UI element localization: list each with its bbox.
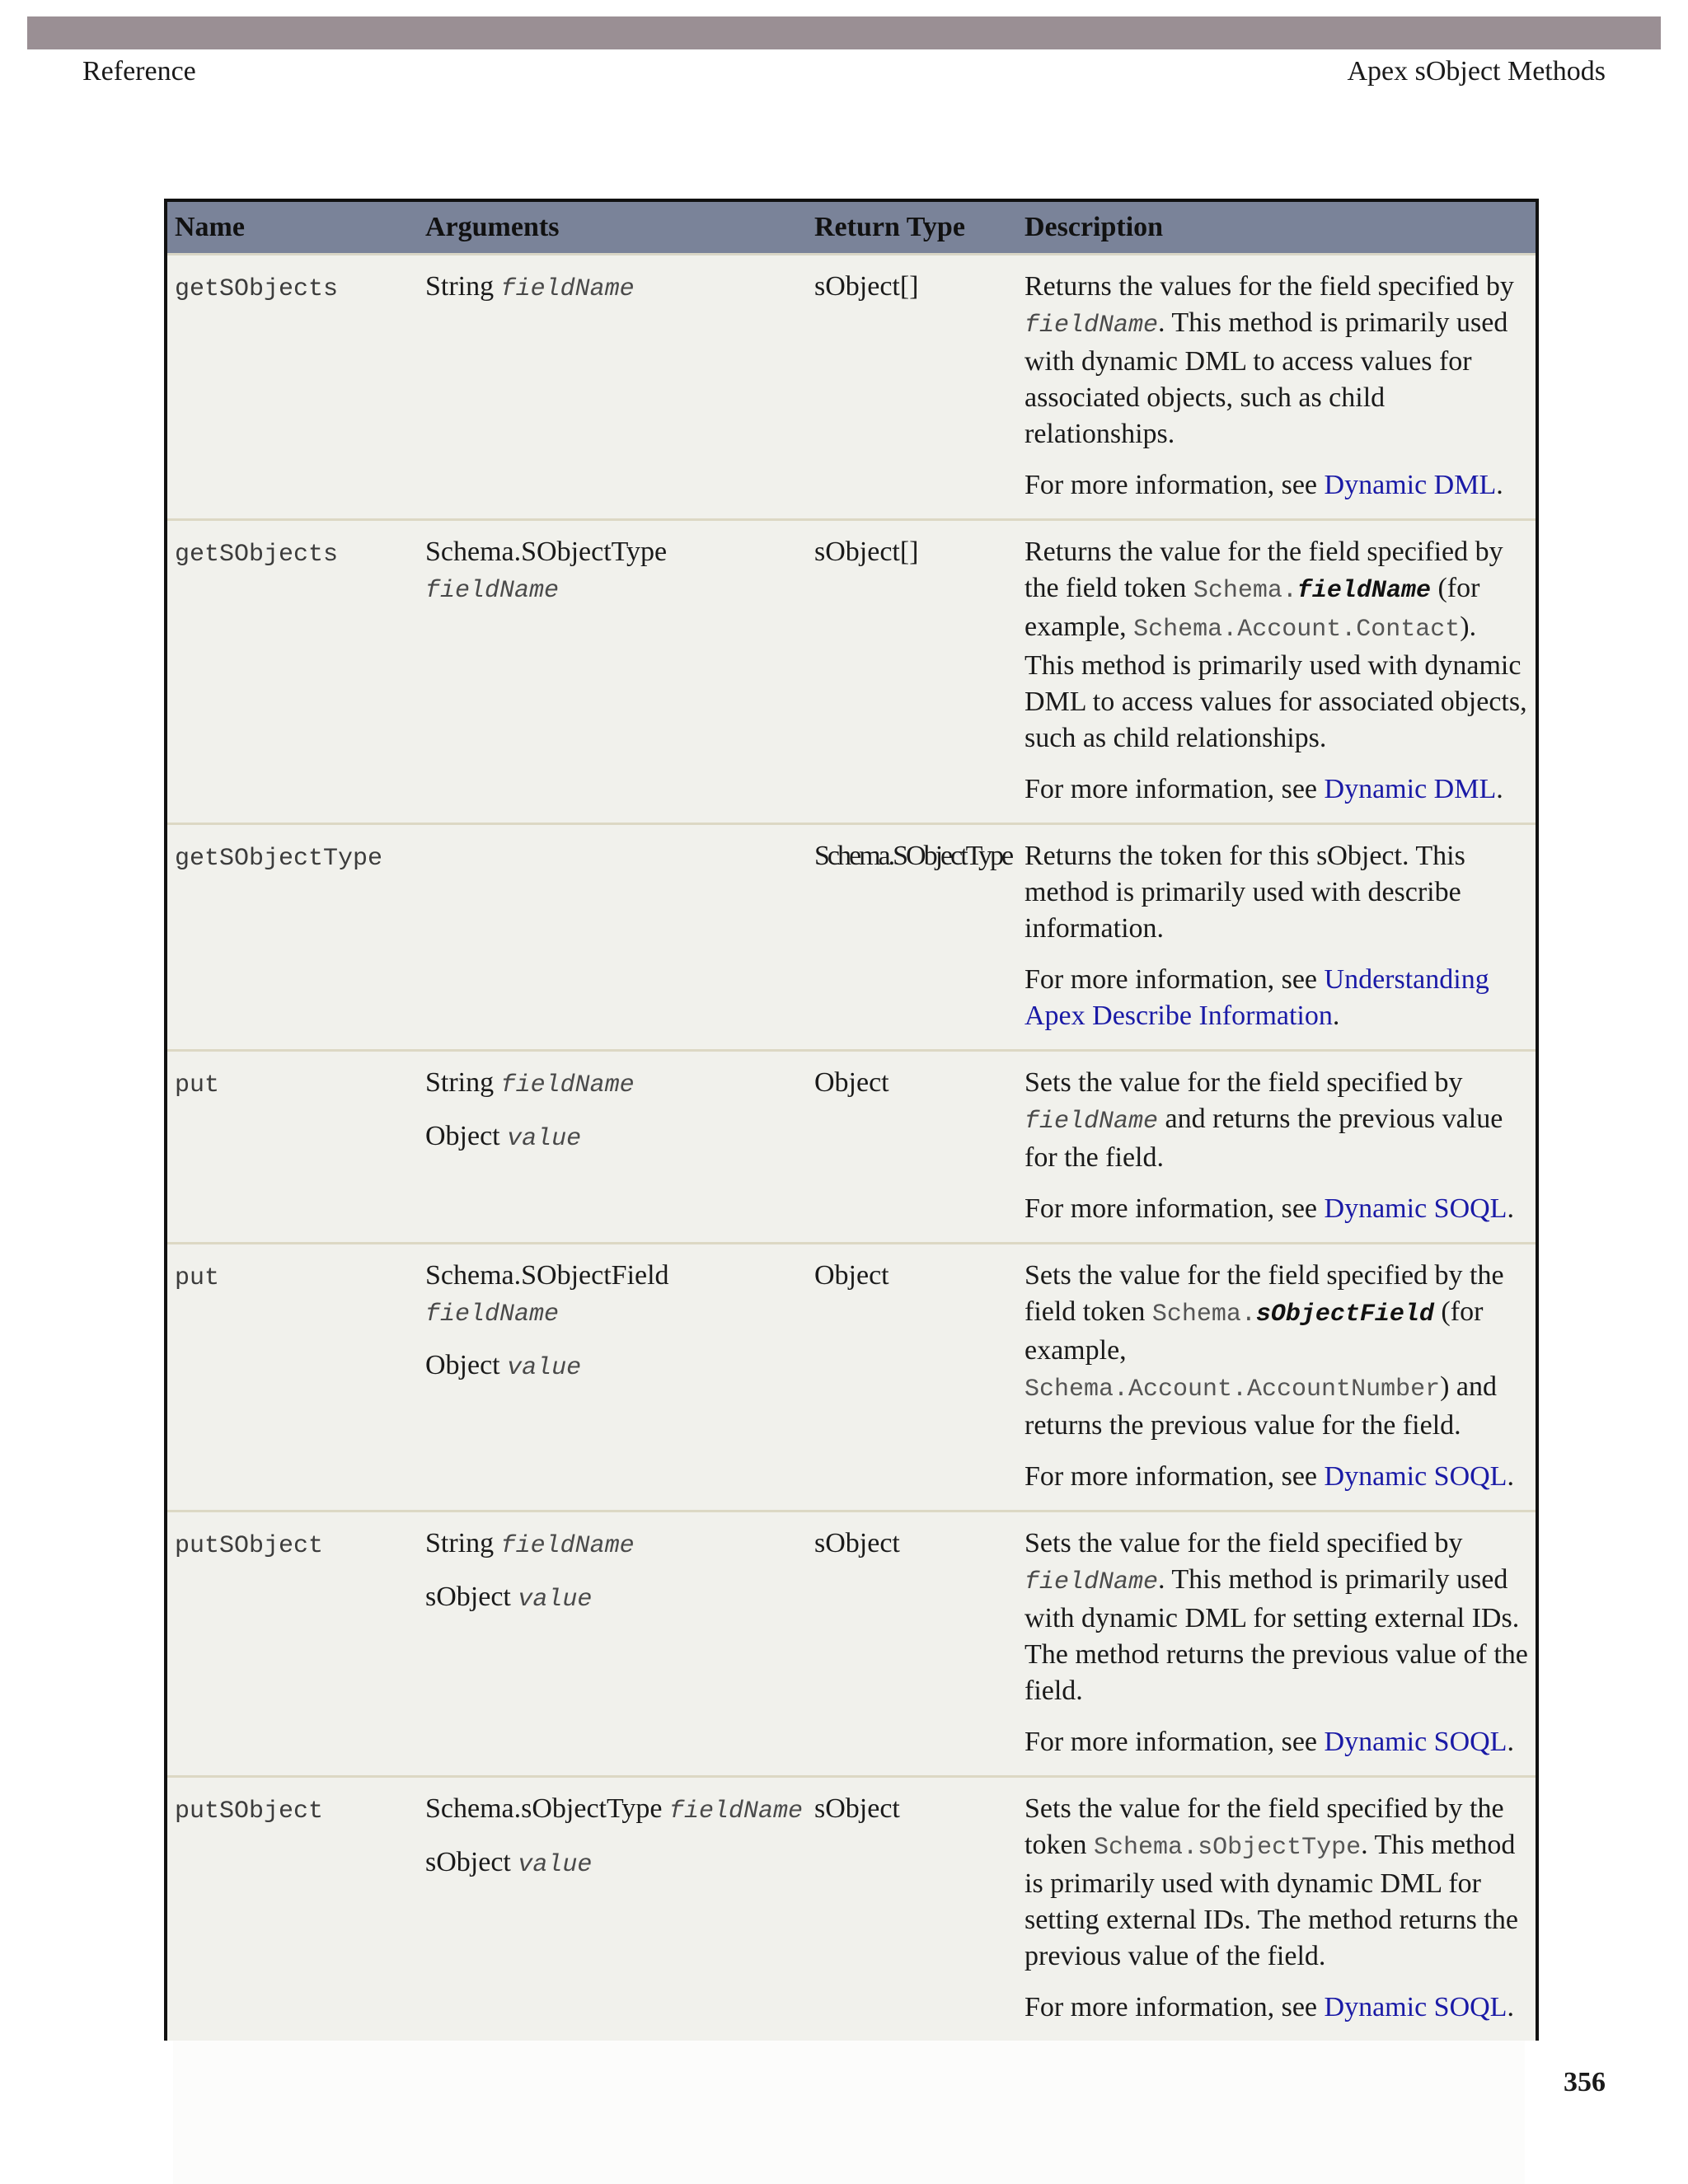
method-arguments: String fieldName [425,271,635,303]
method-description: Sets the value for the field specified by fieldName. This method is primarily used with dynamic DML for setting external IDs. The method returns the previous value of the field. For more information, see Dynamic SOQL. [1025,1528,1528,1757]
col-return-header: Return Type [814,212,965,242]
return-type: sObject[] [814,537,919,567]
table-row [167,1052,1536,1244]
return-type: Object [814,1067,889,1098]
method-name: putSObject [175,1532,324,1560]
return-type: Schema.SObjectType [814,841,1012,871]
table-row [167,255,1536,521]
table-header [167,202,1536,255]
method-description: Sets the value for the field specified by fieldName and returns the previous value for the field. For more information, see Dynamic SOQL. [1025,1067,1514,1224]
method-description: Sets the value for the field specified by the token Schema.sObjectType. This method is primarily used with dynamic DML for setting external IDs. The method returns the previous value of the field. For more information, see Dynamic SOQL. [1025,1793,1518,2022]
method-arguments: String fieldName Object value [425,1067,635,1153]
top-bar [27,16,1661,49]
method-description: Returns the value for the field specified by the field token Schema.fieldName (for example, Schema.Account.Contact). This method is primarily used with dynamic DML to access values for associated objects, such as child relationships. For more information, see Dynamic DML. [1025,537,1527,804]
col-arguments-header: Arguments [425,212,560,242]
method-name: getSObjectType [175,845,383,873]
method-arguments: Schema.SObjectField fieldName Object value [425,1260,669,1382]
dynamic-soql-link[interactable]: Dynamic SOQL [1324,1193,1507,1224]
col-description-header: Description [1025,212,1164,242]
table-row [167,825,1536,1052]
method-arguments [418,825,807,1049]
table-row [167,1512,1536,1778]
method-name: getSObjects [175,541,339,569]
dynamic-soql-link[interactable]: Dynamic SOQL [1324,1727,1507,1757]
describe-information-link[interactable]: Understanding Apex Describe Information [1025,964,1489,1031]
method-name: put [175,1264,220,1292]
table-row [167,1244,1536,1512]
method-description: Returns the token for this sObject. This method is primarily used with describe information. For more information, see Understanding Apex Describe Information. [1025,841,1489,1031]
method-name: putSObject [175,1797,324,1825]
header-section: Reference [82,56,196,87]
return-type: Object [814,1260,889,1291]
header-title: Apex sObject Methods [1347,56,1606,87]
col-name-header: Name [175,212,245,242]
table-row [167,521,1536,825]
method-arguments: Schema.sObjectType fieldName sObject value [425,1793,804,1879]
page-number: 356 [1564,2067,1606,2097]
method-name: put [175,1071,220,1099]
dynamic-soql-link[interactable]: Dynamic SOQL [1324,1461,1507,1492]
method-description: Sets the value for the field specified by the field token Schema.sObjectField (for example, Schema.Account.AccountNumber) and returns the previous value for the field. For more information, see Dynamic SOQL. [1025,1260,1514,1492]
methods-table [164,199,1539,2041]
return-type: sObject [814,1528,900,1558]
return-type: sObject [814,1793,900,1824]
method-arguments: String fieldName sObject value [425,1528,635,1614]
dynamic-soql-link[interactable]: Dynamic SOQL [1324,1992,1507,2022]
method-arguments: Schema.SObjectType fieldName [425,537,668,605]
return-type: sObject[] [814,271,919,302]
dynamic-dml-link[interactable]: Dynamic DML [1324,470,1497,500]
method-name: getSObjects [175,275,339,303]
table-row [167,1778,1536,2041]
dynamic-dml-link[interactable]: Dynamic DML [1324,774,1497,804]
method-description: Returns the values for the field specified by fieldName. This method is primarily used with dynamic DML to access values for associated objects, such as child relationships. For more information, see Dynamic DML. [1025,271,1514,500]
